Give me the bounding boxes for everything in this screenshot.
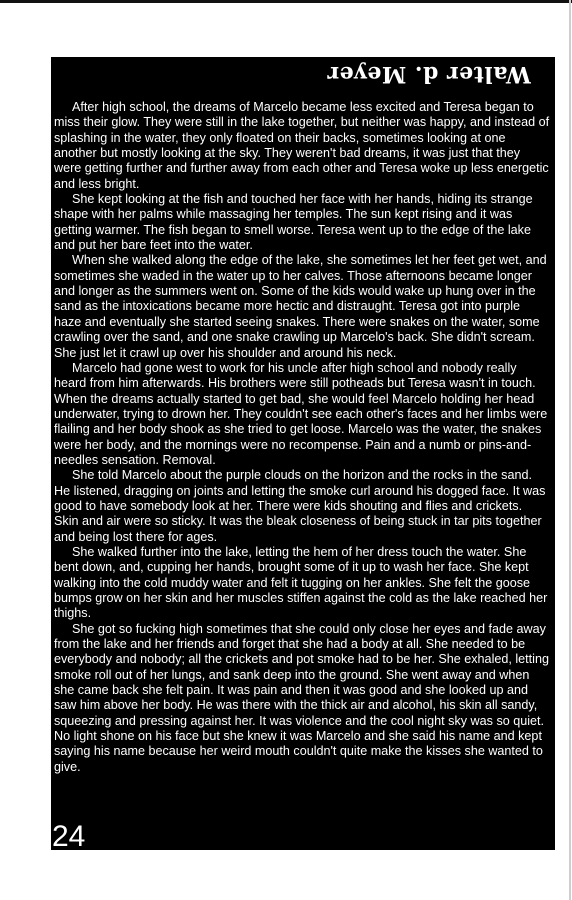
right-border-line xyxy=(569,0,571,900)
top-border-line xyxy=(0,0,572,3)
paragraph: She told Marcelo about the purple clouds on the horizon and the rocks in the sand. He listened, dragging on joints and letting the smoke curl around his dogged face. It was good to have somebody look at her. There were kids shouting and flies and crickets. Skin and air were so sticky. It was the bleak closeness of being stuck in tar pits together and being lost there for ages. xyxy=(54,468,546,544)
paragraph: She walked further into the lake, letting the hem of her dress touch the water. She bent down, and, cupping her hands, brought some of it up to wash her face. She kept walking into the cold muddy water and felt it tugging on her ankles. She felt the goose bumps grow on her skin and her muscles stiffen against the cold as the lake reached her thighs. xyxy=(54,544,548,621)
page-number: 24 xyxy=(52,820,86,853)
paragraph: Marcelo had gone west to work for his uncle after high school and nobody really heard from him afterwards. His brothers were still potheads but Teresa wasn't in touch. When the dreams actually started to get bad, she would feel Marcelo holding her head underwater, trying to drown her. They couldn't see each other's faces and her limbs were flailing and her body shook as she tried to get loose. Marcelo was the water, the snakes were her body, and the mornings were no recompense. Pain and a numb or pins-and-needles sensation. Removal. xyxy=(54,360,548,467)
paragraph: She kept looking at the fish and touched her face with her hands, hiding its strange shape with her palms while massaging her temples. The sun kept rising and it was getting warmer. The fish began to smell worse. Teresa went up to the edge of the lake and put her bare feet into the water. xyxy=(54,192,533,253)
paragraph: After high school, the dreams of Marcelo became less excited and Teresa began to miss their glow. They were still in the lake together, but neither was happy, and instead of splashing in the water, they only floated on their backs, sometimes looking at one another but mostly looking at the sky. They weren't bad dreams, it was just that they were getting further and further away from each other and Teresa woke up less energetic and less bright. xyxy=(54,100,550,191)
paragraph: She got so fucking high sometimes that she could only close her eyes and fade away from the lake and her friends and forget that she had a body at all. She needed to be everybody and nobody; all the crickets and pot smoke had to be her. She exhaled, letting smoke roll out of her lungs, and sank deep into the ground. She went away and when she came back she felt pain. It was pain and then it was good and she looked up and saw him above her body. He was there with the thick air and alcohol, his skin all sandy, squeezing and pressing against her. It was violence and the cool night sky was so quiet. No light shone on his face but she knew it was Marcelo and she said his name and kept saying his name because her weird mouth couldn't quite make the kisses she wanted to give. xyxy=(54,621,549,774)
paragraph: When she walked along the edge of the lake, she sometimes let her feet get wet, and sometimes she waded in the water up to her calves. Those afternoons became longer and longer as the summers went on. Some of the kids would wake up hung over in the sand as the intoxications became more hectic and distraught. Teresa got into purple haze and eventually she started seeing snakes. There were snakes on the water, some crawling over the sand, and one snake crawling up Marcelo's back. She didn't scream. She just let it crawl up over his shoulder and around his neck. xyxy=(54,253,547,360)
page-content-block xyxy=(51,57,555,853)
story-text xyxy=(54,100,550,775)
header-mark: Walter d. Meyer xyxy=(327,61,531,87)
